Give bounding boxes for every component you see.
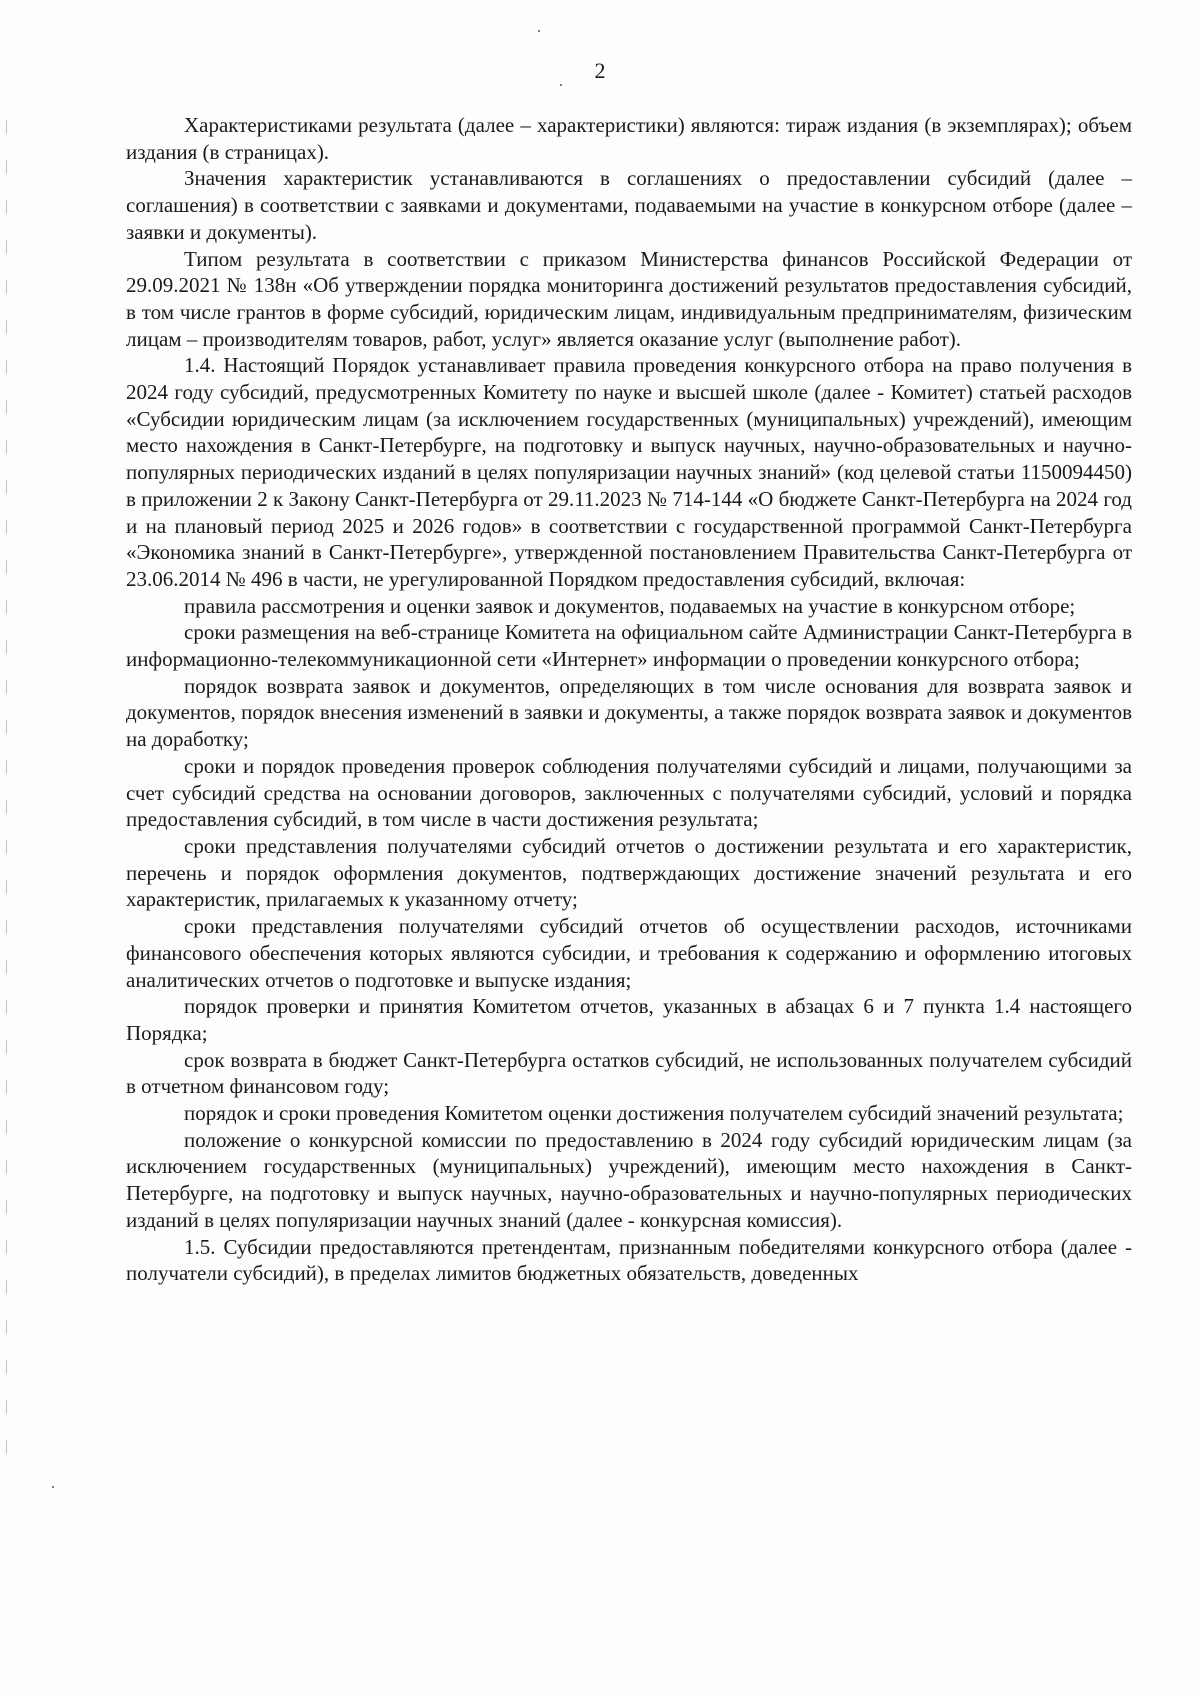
paragraph: порядок и сроки проведения Комитетом оценки достижения получателем субсидий значений результата; xyxy=(184,1101,1124,1126)
paragraph: правила рассмотрения и оценки заявок и документов, подаваемых на участие в конкурсном отборе; xyxy=(184,593,1076,618)
paragraph: срок возврата в бюджет Санкт-Петербурга остатков субсидий, не использованных получателем субсидий в отчетном финансовом году; xyxy=(126,1047,1132,1099)
scan-edge-artifact xyxy=(6,120,7,1480)
paragraph: сроки и порядок проведения проверок соблюдения получателями субсидий и лицами, получающими за счет субсидий средства на основании договоров, заключенных с получателями субсидий, условий и порядка предоставления субсидий, в том числе в части достижения результата; xyxy=(126,753,1132,832)
paragraph: сроки представления получателями субсидий отчетов о достижении результата и его характеристик, перечень и порядок оформления документов, подтверждающих достижение значений результата и его характеристик, прилагаемых к указанному отчету; xyxy=(126,833,1132,912)
paragraph: порядок проверки и принятия Комитетом отчетов, указанных в абзацах 6 и 7 пункта 1.4 настоящего Порядка; xyxy=(126,994,1132,1045)
scan-speck xyxy=(52,1486,54,1488)
paragraph: положение о конкурсной комиссии по предоставлению в 2024 году субсидий юридическим лицам (за исключением государственных (муниципальных) учреждений), имеющим место нахождения в Санкт-Петербурге, на подготовку и выпуск научных, научно-образовательных и научно-популярных периодических изданий в целях популяризации научных знаний (далее - конкурсная комиссия). xyxy=(126,1127,1132,1232)
paragraph: сроки размещения на веб-странице Комитета на официальном сайте Администрации Санкт-Петербурга в информационно-телекоммуникационной сети «Интернет» информации о проведении конкурсного отбора; xyxy=(126,620,1132,672)
scan-speck xyxy=(560,84,562,86)
scan-speck xyxy=(538,30,540,32)
page-number: 2 xyxy=(594,58,606,83)
document-body xyxy=(126,112,1132,1287)
paragraph: сроки представления получателями субсидий отчетов об осуществлении расходов, источниками финансового обеспечения которых являются субсидии, и требования к содержанию и оформлению итоговых аналитических отчетов о подготовке и выпуске издания; xyxy=(126,914,1132,992)
paragraph: Значения характеристик устанавливаются в соглашениях о предоставлении субсидий (далее – соглашения) в соответствии с заявками и документами, подаваемыми на участие в конкурсном отборе (далее – заявки и документы). xyxy=(126,166,1132,244)
paragraph: Типом результата в соответствии с приказом Министерства финансов Российской Федерации от 29.09.2021 № 138н «Об утверждении порядка мониторинга достижений результатов предоставления субсидий, в том числе грантов в форме субсидий, юридическим лицам, индивидуальным предпринимателям, физическим лицам – производителям товаров, работ, услуг» является оказание услуг (выполнение работ). xyxy=(126,246,1132,351)
paragraph: порядок возврата заявок и документов, определяющих в том числе основания для возврата заявок и документов, порядок внесения изменений в заявки и документы, а также порядок возврата заявок и документов на доработку; xyxy=(126,673,1132,752)
paragraph: 1.4. Настоящий Порядок устанавливает правила проведения конкурсного отбора на право получения в 2024 году субсидий, предусмотренных Комитету по науке и высшей школе (далее - Комитет) статьей расходов «Субсидии юридическим лицам (за исключением государственных (муниципальных) учреждений), имеющим место нахождения в Санкт-Петербурге, на подготовку и выпуск научных, научно-образовательных и научно-популярных периодических изданий в целях популяризации научных знаний» (код целевой статьи 1150094450) в приложении 2 к Закону Санкт-Петербурга от 29.11.2023 № 714-144 «О бюджете Санкт-Петербурга на 2024 год и на плановый период 2025 и 2026 годов» в соответствии с государственной программой Санкт-Петербурга «Экономика знаний в Санкт-Петербурге», утвержденной постановлением Правительства Санкт-Петербурга от 23.06.2014 № 496 в части, не урегулированной Порядком предоставления субсидий, включая: xyxy=(126,353,1132,591)
paragraph: Характеристиками результата (далее – характеристики) являются: тираж издания (в экземплярах); объем издания (в страницах). xyxy=(126,113,1132,164)
paragraph: 1.5. Субсидии предоставляются претендентам, признанным победителями конкурсного отбора (далее - получатели субсидий), в пределах лимитов бюджетных обязательств, доведенных xyxy=(126,1234,1132,1286)
